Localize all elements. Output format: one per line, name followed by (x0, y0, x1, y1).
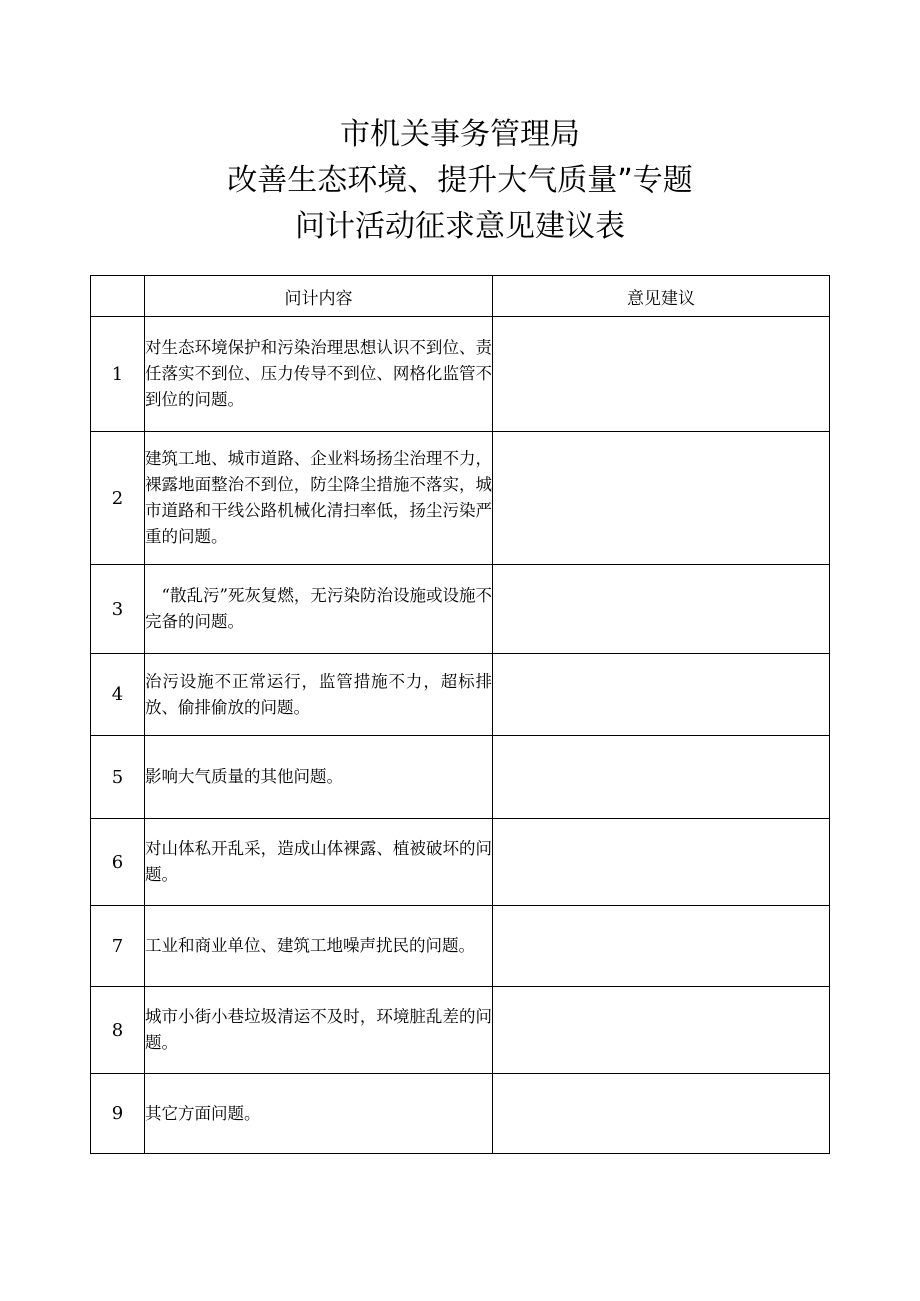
row-number: 7 (91, 906, 145, 987)
row-content: 对山体私开乱采，造成山体裸露、植被破坏的问题。 (145, 819, 493, 906)
row-content: “散乱污”死灰复燃，无污染防治设施或设施不完备的问题。 (145, 565, 493, 654)
row-number: 8 (91, 987, 145, 1074)
row-content: 其它方面问题。 (145, 1074, 493, 1154)
table-header-row (91, 276, 830, 317)
table-row (91, 432, 830, 565)
row-number: 3 (91, 565, 145, 654)
row-content: 对生态环境保护和污染治理思想认识不到位、责任落实不到位、压力传导不到位、网格化监管不到位的问题。 (145, 317, 493, 432)
table-row (91, 819, 830, 906)
row-content: 建筑工地、城市道路、企业料场扬尘治理不力，裸露地面整治不到位，防尘降尘措施不落实，城市道路和干线公路机械化清扫率低，扬尘污染严重的问题。 (145, 432, 493, 565)
table-row (91, 736, 830, 819)
row-number: 1 (91, 317, 145, 432)
document-title (0, 112, 920, 250)
row-content: 治污设施不正常运行，监管措施不力，超标排放、偷排偷放的问题。 (145, 654, 493, 736)
header-content: 问计内容 (145, 276, 493, 317)
row-opinion-cell[interactable] (493, 432, 830, 565)
title-line-1: 市机关事务管理局 (340, 117, 580, 152)
row-content: 城市小街小巷垃圾清运不及时，环境脏乱差的问题。 (145, 987, 493, 1074)
table-row (91, 317, 830, 432)
row-opinion-cell[interactable] (493, 1074, 830, 1154)
row-opinion-cell[interactable] (493, 819, 830, 906)
table-row (91, 906, 830, 987)
header-number (91, 276, 145, 317)
row-number: 5 (91, 736, 145, 819)
opinion-table (90, 275, 830, 1154)
table-row (91, 654, 830, 736)
row-opinion-cell[interactable] (493, 565, 830, 654)
table-row (91, 565, 830, 654)
row-content: 影响大气质量的其他问题。 (145, 736, 493, 819)
row-opinion-cell[interactable] (493, 317, 830, 432)
row-opinion-cell[interactable] (493, 654, 830, 736)
row-number: 4 (91, 654, 145, 736)
table-row (91, 1074, 830, 1154)
row-opinion-cell[interactable] (493, 736, 830, 819)
row-number: 2 (91, 432, 145, 565)
header-opinion: 意见建议 (493, 276, 830, 317)
row-opinion-cell[interactable] (493, 906, 830, 987)
title-line-2: 改善生态环境、提升大气质量”专题 (227, 163, 693, 198)
row-number: 6 (91, 819, 145, 906)
title-line-3: 问计活动征求意见建议表 (295, 209, 625, 244)
row-content: 工业和商业单位、建筑工地噪声扰民的问题。 (145, 906, 493, 987)
row-opinion-cell[interactable] (493, 987, 830, 1074)
row-number: 9 (91, 1074, 145, 1154)
table-row (91, 987, 830, 1074)
